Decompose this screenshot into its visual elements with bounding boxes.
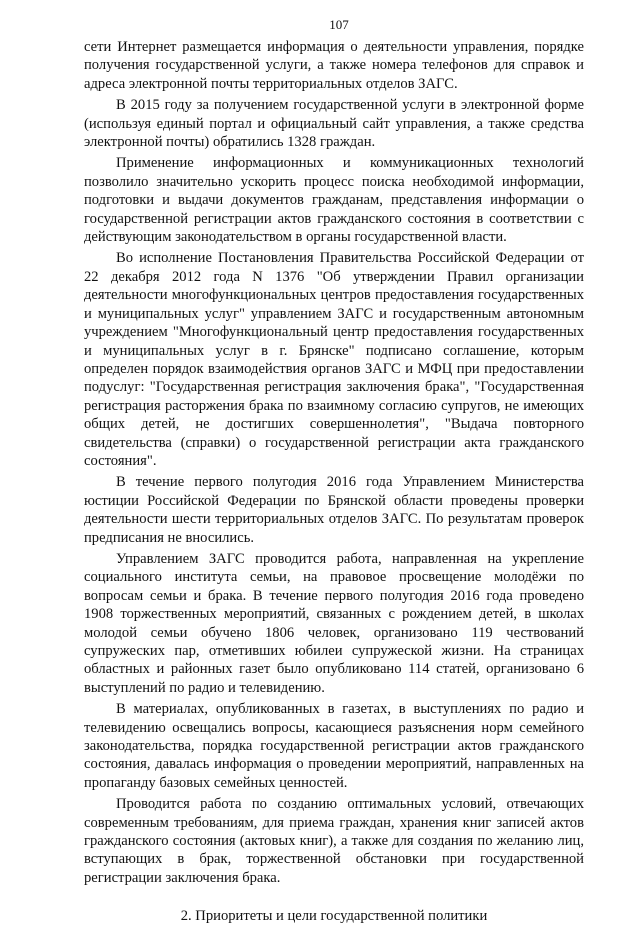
paragraph-family-institute: Управлением ЗАГС проводится работа, направленная на укрепление социального института семьи, на правовое просвещение молодёжи по вопросам семьи и брака. В течение первого полугодия 2016 года проведено 1908 торжественных мероприятий, связанных с рождением детей, в школах молодой семьи обучено 1806 человек, организовано 119 чествований супружеских пар, отметивших юбилеи супружеской жизни. На страницах областных и районных газет было опубликовано 114 статей, организовано 6 выступлений по радио и телевидению. [84,550,584,696]
paragraph-reception-conditions: Проводится работа по созданию оптимальных условий, отвечающих современным требованиям, для приема граждан, хранения книг записей актов гражданского состояния (актовых книг), а также для создания по желанию лиц, вступающих в брак, торжественной обстановки при государственной регистрации заключения брака. [84,796,584,886]
paragraph-electronic-requests: В 2015 году за получением государственной услуги в электронной форме (используя единый портал и официальный сайт управления, а также средства электронной почты) обратились 1328 граждан. [84,97,584,151]
paragraph-media-coverage: В материалах, опубликованных в газетах, в выступлениях по радио и телевидению освещались вопросы, касающиеся разъяснения норм семейного законодательства, порядка государственной регистрации актов гражданского состояния, давалась информация о проведении мероприятий, направленных на пропаганду базовых семейных ценностей. [84,701,584,791]
page-number: 107 [329,17,349,32]
paragraph-ict-usage: Применение информационных и коммуникационных технологий позволило значительно ускорить процесс поиска необходимой информации, подготовки и выдачи документов гражданам, представления информации о государственной регистрации актов гражданского состояния в соответствии с действующим законодательством в органы государственной власти. [84,155,584,246]
paragraph-inspections: В течение первого полугодия 2016 года Управлением Министерства юстиции Российской Федерации по Брянской области проведены проверки деятельности шести территориальных отделов ЗАГС. По результатам проверок предписания не вносились. [84,474,584,546]
section-heading: 2. Приоритеты и цели государственной политики [180,908,488,925]
paragraph-mfc-agreement: Во исполнение Постановления Правительства Российской Федерации от 22 декабря 2012 года N 1376 "Об утверждении Правил организации деятельности многофункциональных центров предоставления государственных и муниципальных услуг" управлением ЗАГС и государственным автономным учреждением "Многофункциональный центр предоставления государственных и муниципальных услуг в г. Брянске" подписано соглашение, которым определен порядок взаимодействия органов ЗАГС и МФЦ при предоставлении подуслуг: "Государственная регистрация заключения брака", "Государственная регистрация расторжения брака по взаимному согласию супругов, не имеющих общих детей, не достигших совершеннолетия", "Выдача повторного свидетельства (справки) о государственной регистрации акта гражданского состояния". [84,250,584,469]
paragraph-continuation: сети Интернет размещается информация о деятельности управления, порядке получения государственной услуги, а также номера телефонов для справок и адреса электронной почты территориальных отделов ЗАГС. [84,39,584,92]
